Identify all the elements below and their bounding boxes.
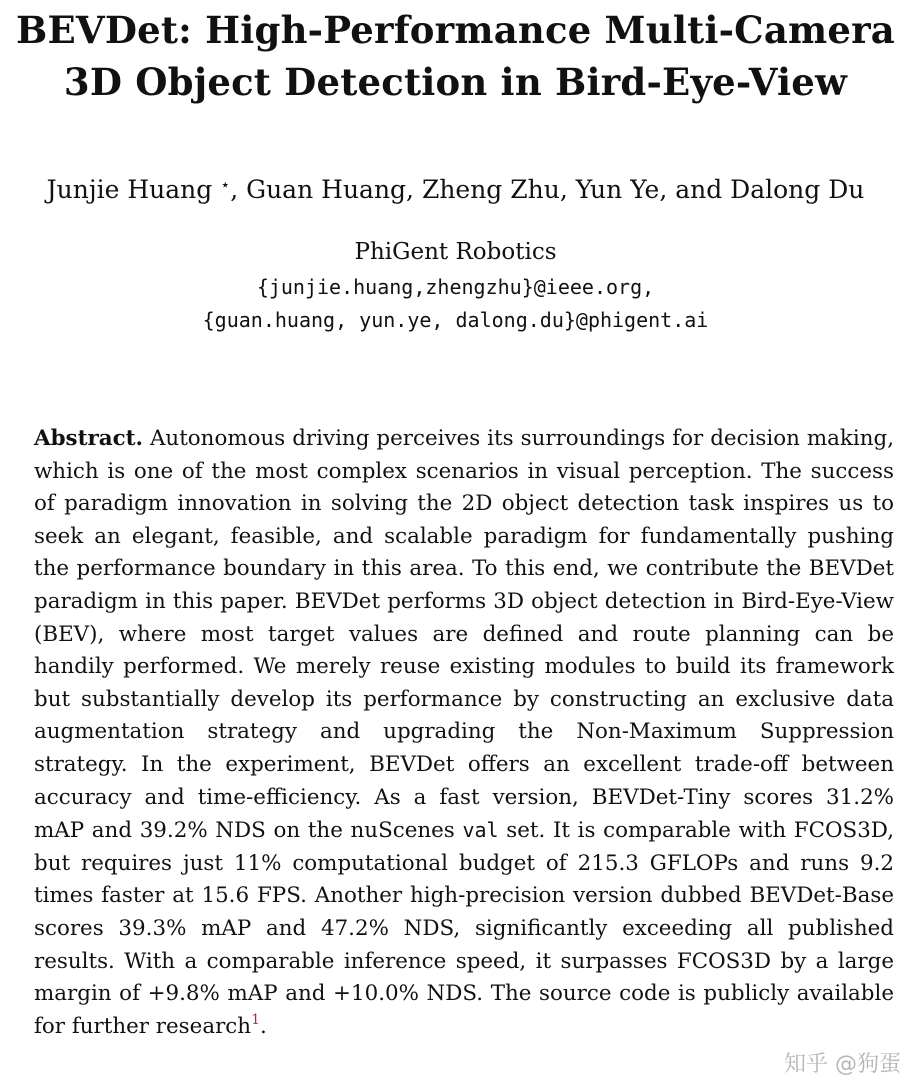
abstract-label: Abstract. (34, 426, 143, 451)
abstract-text-part-2: set. It is comparable with FCOS3D, but requires just 11% computational budget of 215.3 GFLOPs and runs 9.2 times faster at 15.6 FPS. Another high-precision version dubbed BEVDet-Base scores 39.3% mAP and 47.2% NDS, significantly exceeding all published results. With a comparable inference speed, it surpasses FCOS3D by a large margin of +9.8% mAP and +10.0% NDS. The source code is publicly available for further research (34, 818, 894, 1039)
watermark: 知乎 @狗蛋 (784, 1052, 901, 1077)
footnote-link[interactable]: 1 (251, 1011, 260, 1028)
authors-first: Junjie Huang (46, 175, 221, 204)
email-line-1: {junjie.huang,zhengzhu}@ieee.org, (256, 275, 655, 299)
abstract-paragraph (34, 423, 894, 1043)
author-list (0, 172, 911, 208)
abstract-end-punct: . (259, 1013, 267, 1039)
abstract-text-part-1: Autonomous driving perceives its surroundings for decision making, which is one of the most complex scenarios in visual perception. The success of paradigm innovation in solving the 2D object detection task inspires us to seek an elegant, feasible, and scalable paradigm for fundamentally pushing the performance boundary in this area. To this end, we contribute the BEVDet paradigm in this paper. BEVDet performs 3D object detection in Bird-Eye-View (BEV), where most target values are defined and route planning can be handily performed. We merely reuse existing modules to build its framework but substantially develop its performance by constructing an exclusive data augmentation strategy and upgrading the Non-Maximum Suppression strategy. In the experiment, BEVDet offers an excellent trade-off between accuracy and time-efficiency. As a fast version, BEVDet-Tiny scores 31.2% mAP and 39.2% NDS on the nuScenes (34, 426, 894, 844)
abstract-code-word: val (462, 818, 499, 843)
corresponding-author-mark: ⋆ (220, 175, 231, 194)
affiliation: PhiGent Robotics (354, 239, 557, 265)
paper-title (0, 4, 911, 108)
email-line-2: {guan.huang, yun.ye, dalong.du}@phigent.ai (202, 308, 709, 332)
authors-rest: , Guan Huang, Zheng Zhu, Yun Ye, and Dalong Du (230, 175, 865, 204)
title-line-1: BEVDet: High-Performance Multi-Camera (16, 8, 895, 52)
title-line-2: 3D Object Detection in Bird-Eye-View (63, 60, 848, 104)
